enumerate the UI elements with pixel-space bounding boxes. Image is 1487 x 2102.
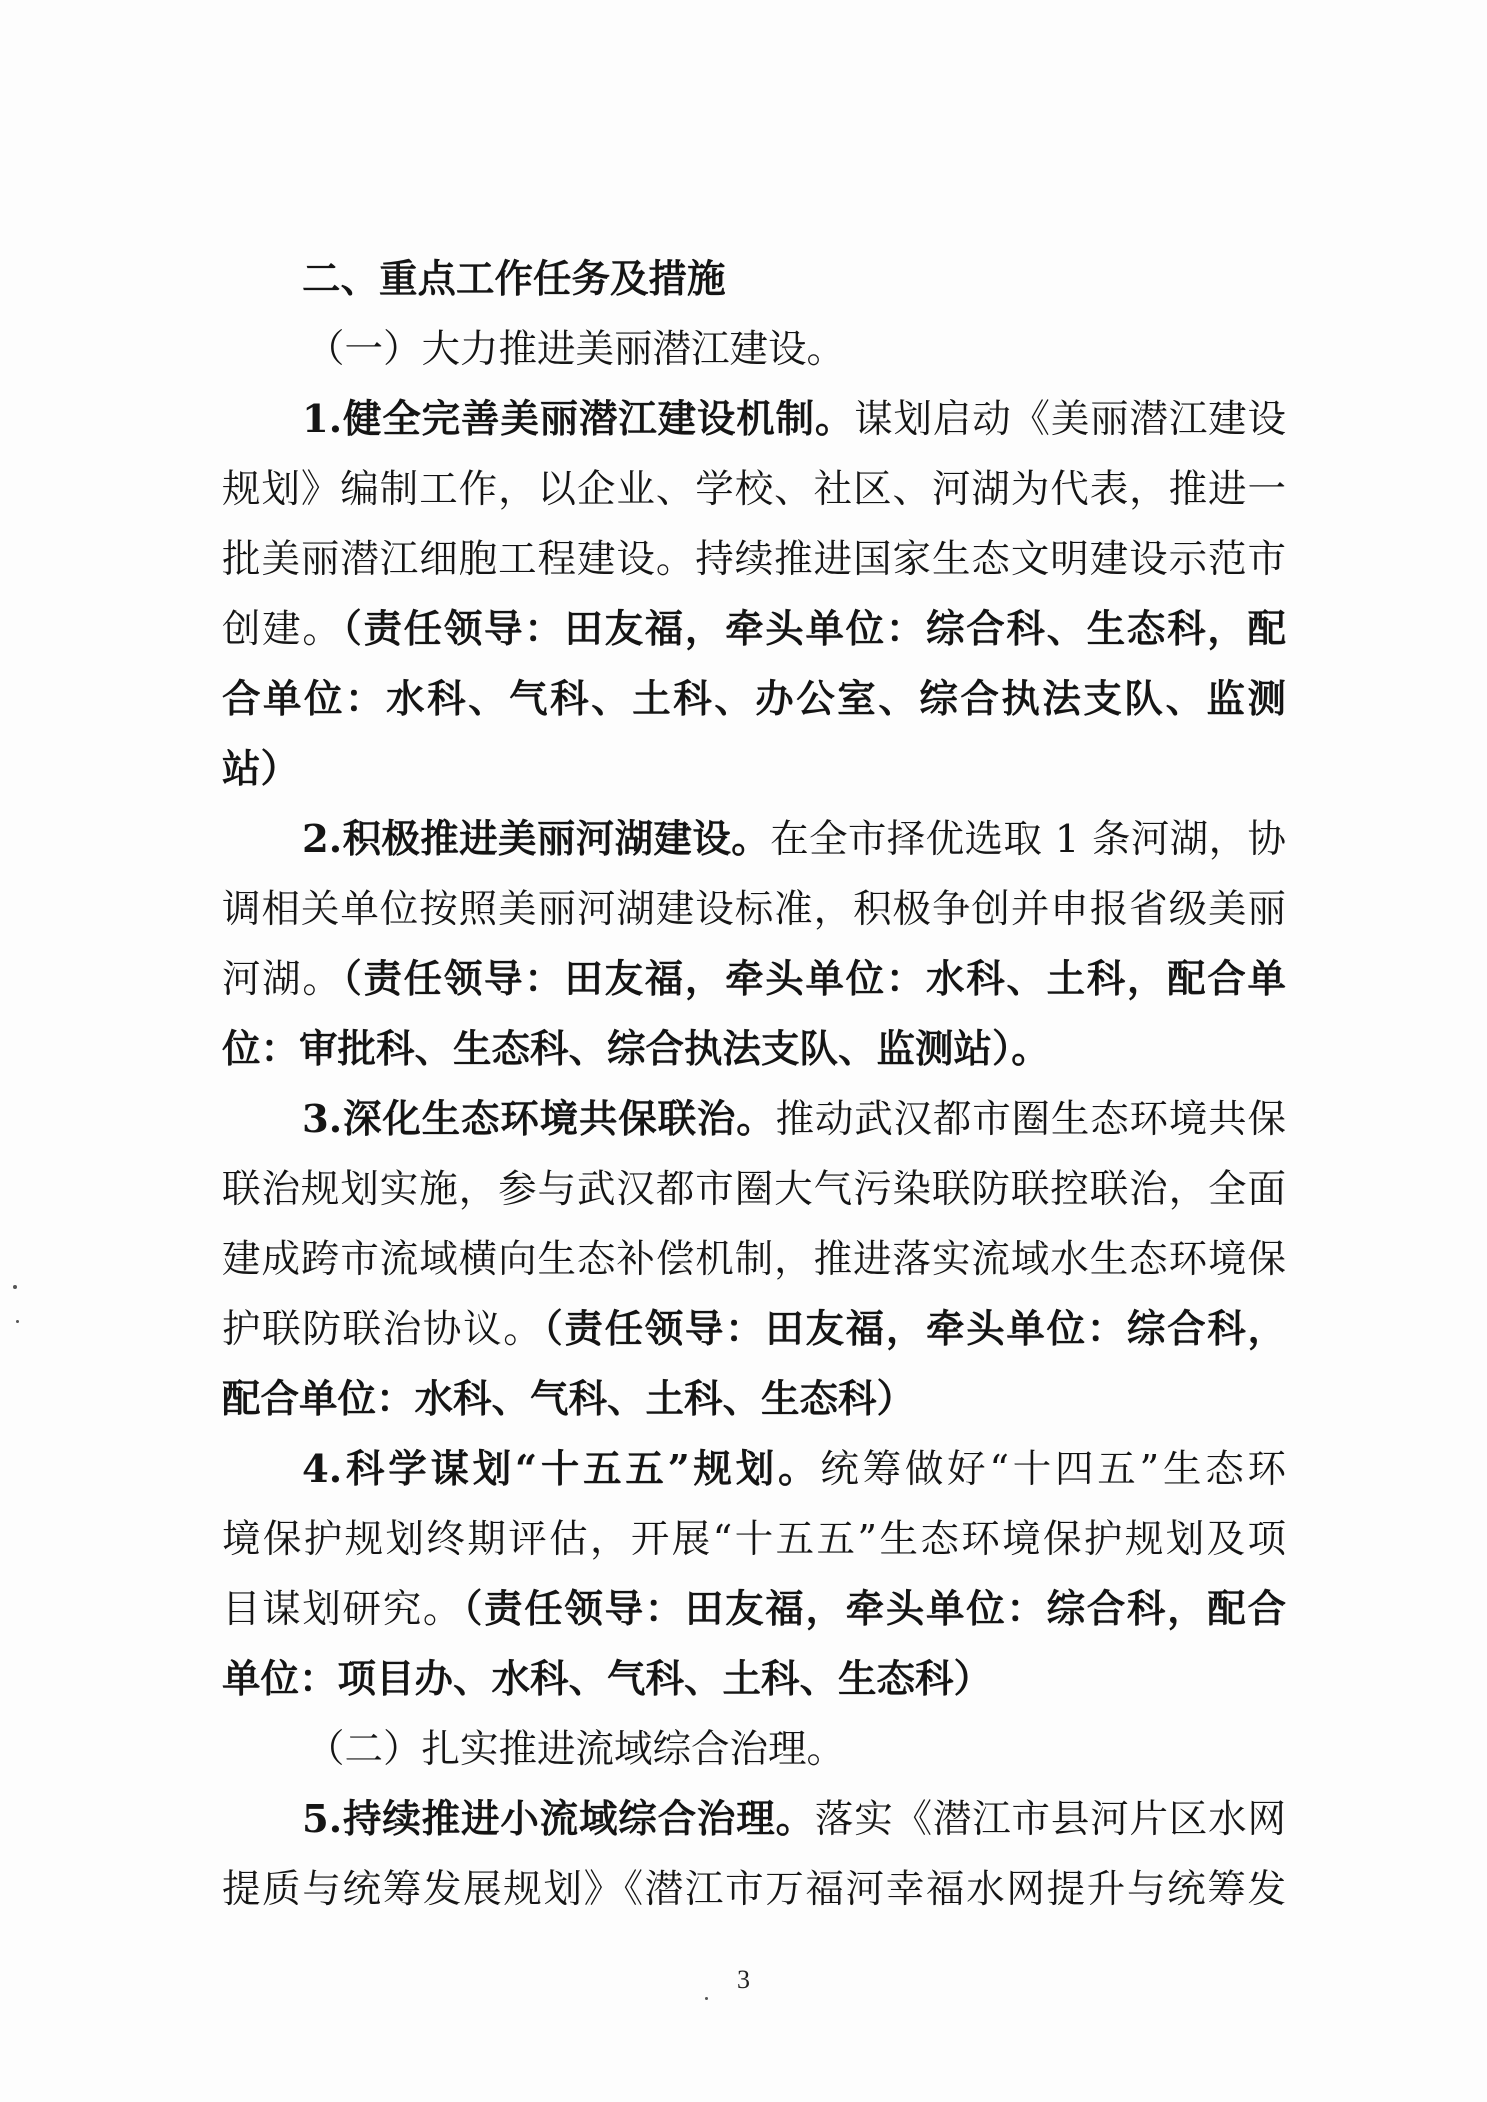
item3-line2: 联治规划实施，参与武汉都市圈大气污染联防联控联治，全面 [222,1167,1286,1212]
item4-line3: 目谋划研究。（责任领导：田友福，牵头单位：综合科，配合 [222,1587,1286,1632]
item3-line1: 3.深化生态环境共保联治。推动武汉都市圈生态环境共保 [302,1097,1286,1142]
scan-speck [13,1285,17,1289]
item1-line6: 站） [222,747,300,792]
item1-line4: 创建。（责任领导：田友福，牵头单位：综合科、生态科，配 [222,607,1286,652]
item1-line2: 规划》编制工作，以企业、学校、社区、河湖为代表，推进一 [222,467,1286,512]
document-body [222,245,1286,1925]
item4-line4: 单位：项目办、水科、气科、土科、生态科） [222,1657,993,1702]
item2-line2: 调相关单位按照美丽河湖建设标准，积极争创并申报省级美丽 [222,887,1286,932]
item2-line3: 河湖。（责任领导：田友福，牵头单位：水科、土科，配合单 [222,957,1286,1002]
item1-line3: 批美丽潜江细胞工程建设。持续推进国家生态文明建设示范市 [222,537,1286,582]
item3-line4: 护联防联治协议。（责任领导：田友福，牵头单位：综合科， [222,1307,1286,1352]
scan-speck [705,1997,708,2000]
item5-line1: 5.持续推进小流域综合治理。落实《潜江市县河片区水网 [302,1797,1286,1842]
item1-line5: 合单位：水科、气科、土科、办公室、综合执法支队、监测 [222,677,1286,722]
item5-line2: 提质与统筹发展规划》《潜江市万福河幸福水网提升与统筹发 [222,1867,1286,1912]
item2-line4: 位：审批科、生态科、综合执法支队、监测站）。 [222,1027,1050,1072]
subsection-title-1: （一）大力推进美丽潜江建设。 [306,327,846,372]
section-heading: 二、重点工作任务及措施 [302,257,726,302]
item1-line1: 1.健全完善美丽潜江建设机制。谋划启动《美丽潜江建设 [302,397,1286,442]
subsection-title-2: （二）扎实推进流域综合治理。 [306,1727,846,1772]
page-number: 3 [737,1965,750,1994]
item3-line3: 建成跨市流域横向生态补偿机制，推进落实流域水生态环境保 [222,1237,1286,1282]
item4-line1: 4.科学谋划“十五五”规划。统筹做好“十四五”生态环 [302,1447,1286,1492]
item4-line2: 境保护规划终期评估，开展“十五五”生态环境保护规划及项 [222,1517,1286,1562]
item2-line1: 2.积极推进美丽河湖建设。在全市择优选取 1 条河湖，协 [302,817,1286,862]
item3-line5: 配合单位：水科、气科、土科、生态科） [222,1377,916,1422]
scan-speck [16,1320,19,1323]
